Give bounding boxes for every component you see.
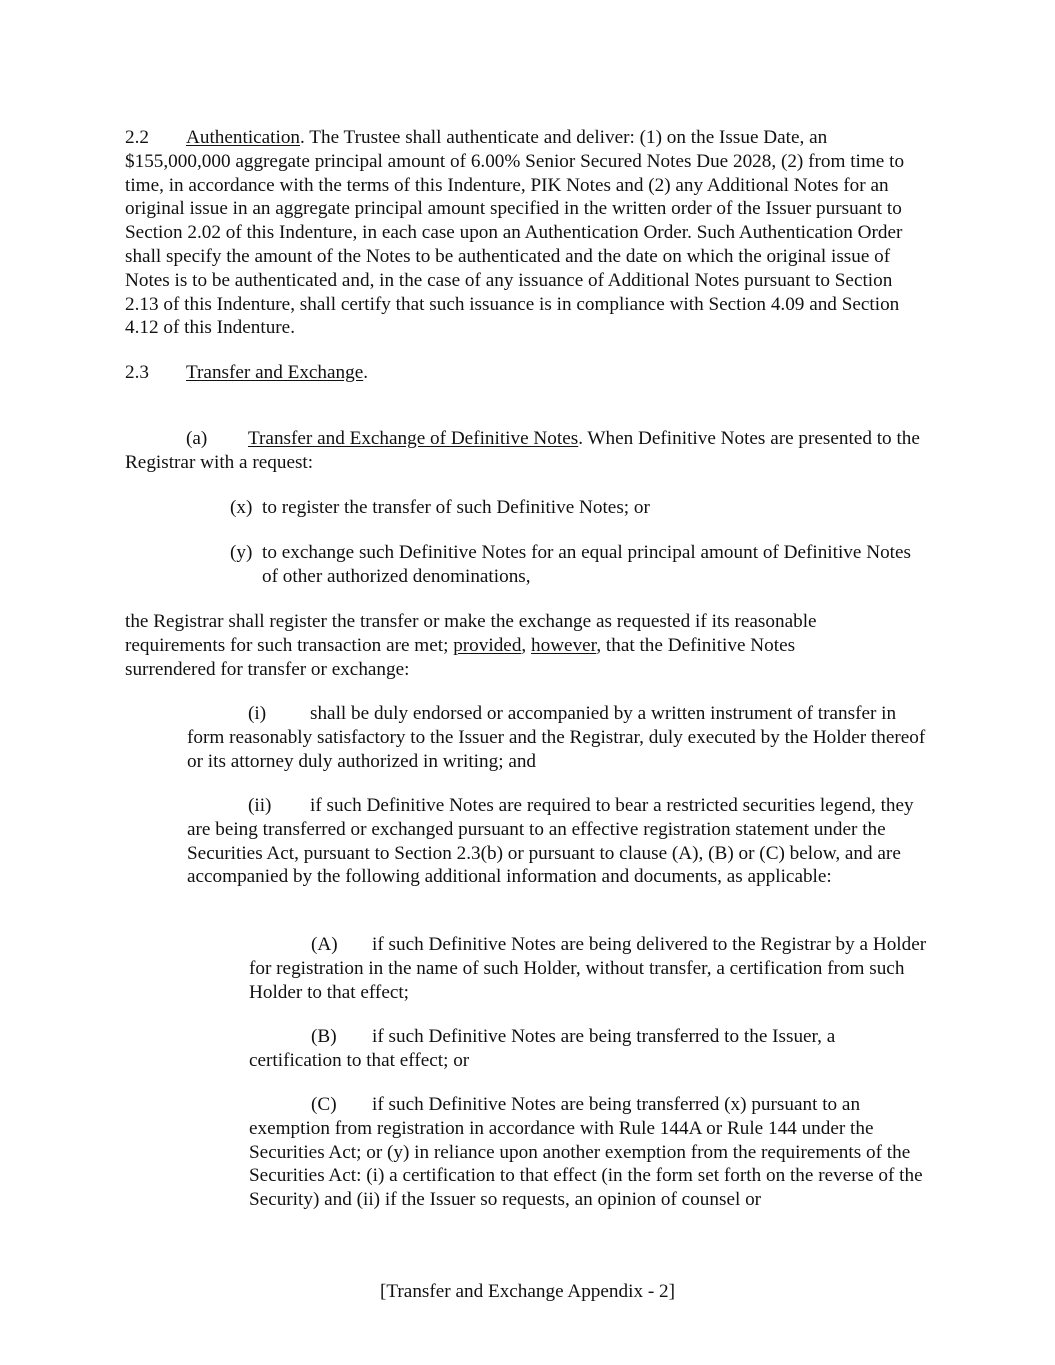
- section-heading: Transfer and Exchange: [186, 362, 364, 383]
- clause-text: if such Definitive Notes are being delivered to the Registrar by a Holder for registration in the name of such Holder, without transfer, a certification from such Holder to that effect;: [249, 934, 927, 1003]
- clause-text: if such Definitive Notes are being transferred to the Issuer, a certification to that effect; or: [249, 1026, 836, 1071]
- clause-label: (i): [248, 703, 267, 724]
- section-body: . The Trustee shall authenticate and deliver: (1) on the Issue Date, an $155,000,000 aggregate principal amount of 6.00% Senior Secured Notes Due 2028, (2) from time to time, in accordance with the terms of this Indenture, PIK Notes and (2) any Additional Notes for an original issue in an aggregate principal amount specified in the written order of the Issuer pursuant to Section 2.02 of this Indenture, in each case upon an Authentication Order. Such Authentication Order shall specify the amount of the Notes to be authenticated and the date on which the original issue of Notes is to be authenticated and, in the case of any issuance of Additional Notes pursuant to Section 2.13 of this Indenture, shall certify that such issuance is in compliance with Section 4.09 and Section 4.12 of this Indenture.: [125, 127, 905, 339]
- clause-text: if such Definitive Notes are being transferred (x) pursuant to an exemption from registration in accordance with Rule 144A or Rule 144 under the Securities Act; or (y) in reliance upon another exemption from the requirements of the Securities Act: (i) a certification to that effect (in the form set forth on the reverse of the Security) and (ii) if the Issuer so requests, an opinion of counsel or: [249, 1094, 923, 1211]
- section-2-3-heading: [125, 361, 930, 385]
- however-term: however: [531, 634, 597, 656]
- clause-text: shall be duly endorsed or accompanied by a written instrument of transfer in form reasonably satisfactory to the Issuer and the Registrar, duly executed by the Holder thereof or its attorney duly authorized in writing; and: [187, 703, 926, 772]
- section-heading: Authentication: [186, 127, 301, 148]
- subsection-heading: Transfer and Exchange of Definitive Notes: [248, 428, 579, 449]
- item-y: [230, 541, 930, 589]
- page-footer: [Transfer and Exchange Appendix - 2]: [379, 1281, 676, 1302]
- clause-A: [249, 933, 939, 1004]
- clause-label: (C): [311, 1094, 337, 1115]
- registrar-paragraph: [125, 610, 885, 681]
- registrar-comma: ,: [521, 634, 532, 656]
- clause-label: (A): [311, 934, 338, 955]
- item-label: (y): [230, 542, 253, 563]
- clause-ii: [187, 794, 931, 889]
- item-text: to register the transfer of such Definitive Notes; or: [262, 497, 650, 518]
- registrar-text-after: , that the Definitive Notes surrendered for transfer or exchange:: [125, 634, 796, 680]
- clause-i: [187, 702, 931, 773]
- clause-label: (B): [311, 1026, 337, 1047]
- section-number: 2.2: [125, 127, 149, 148]
- item-text: to exchange such Definitive Notes for an equal principal amount of Definitive Notes of other authorized denominations,: [262, 542, 911, 587]
- registrar-text-before: the Registrar shall register the transfer or make the exchange as requested if its reasonable requirements for such transaction are met;: [125, 611, 817, 656]
- section-number: 2.3: [125, 362, 149, 383]
- item-x: [230, 496, 930, 520]
- subsection-a-paragraph: [125, 427, 930, 475]
- subsection-label: (a): [186, 428, 208, 449]
- item-label: (x): [230, 497, 253, 518]
- clause-C: [249, 1093, 939, 1212]
- section-heading-period: .: [363, 362, 369, 383]
- section-2-2-paragraph: [125, 126, 930, 340]
- clause-label: (ii): [248, 795, 272, 816]
- clause-text: if such Definitive Notes are required to bear a restricted securities legend, they are being transferred or exchanged pursuant to an effective registration statement under the Securities Act, pursuant to Section 2.3(b) or pursuant to clause (A), (B) or (C) below, and are accompanied by the following additional information and documents, as applicable:: [187, 795, 914, 888]
- clause-B: [249, 1025, 889, 1073]
- provided-term: provided: [453, 634, 522, 656]
- subsection-body: . When Definitive Notes are presented to the Registrar with a request:: [125, 428, 920, 473]
